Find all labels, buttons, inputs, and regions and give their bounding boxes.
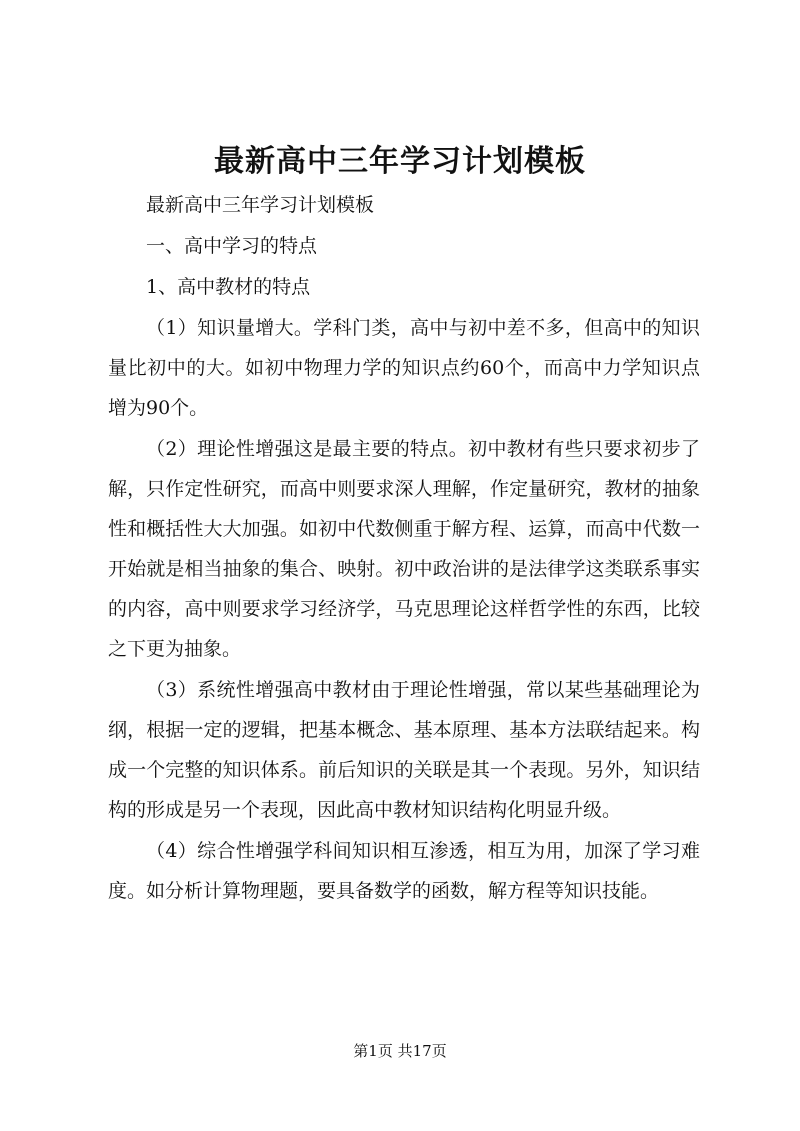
paragraph-subsection-heading: 1、高中教材的特点	[146, 276, 311, 298]
paragraph-point-3: （3）系统性增强高中教材由于理论性增强，常以某些基础理论为纲，根据一定的逻辑，把基本概念、基本原理、基本方法联结起来。构成一个完整的知识体系。前后知识的关联是其一个表现。另外，知识结构的形成是另一个表现，因此高中教材知识结构化明显升级。	[108, 679, 700, 821]
document-body	[108, 185, 700, 912]
page-footer: 第1页 共17页	[353, 1042, 447, 1060]
paragraph-point-1: （1）知识量增大。学科门类，高中与初中差不多，但高中的知识量比初中的大。如初中物理力学的知识点约60个，而高中力学知识点增为90个。	[108, 317, 700, 419]
paragraph-subtitle: 最新高中三年学习计划模板	[146, 194, 375, 216]
paragraph-point-4: （4）综合性增强学科间知识相互渗透，相互为用，加深了学习难度。如分析计算物理题，要具备数学的函数，解方程等知识技能。	[108, 840, 700, 902]
paragraph-point-2: （2）理论性增强这是最主要的特点。初中教材有些只要求初步了解，只作定性研究，而高中则要求深人理解，作定量研究，教材的抽象性和概括性大大加强。如初中代数侧重于解方程、运算，而高中代数一开始就是相当抽象的集合、映射。初中政治讲的是法律学这类联系事实的内容，高中则要求学习经济学，马克思理论这样哲学性的东西，比较之下更为抽象。	[108, 438, 700, 660]
paragraph-section-heading: 一、高中学习的特点	[146, 235, 318, 257]
document-title: 最新高中三年学习计划模板	[214, 144, 586, 179]
